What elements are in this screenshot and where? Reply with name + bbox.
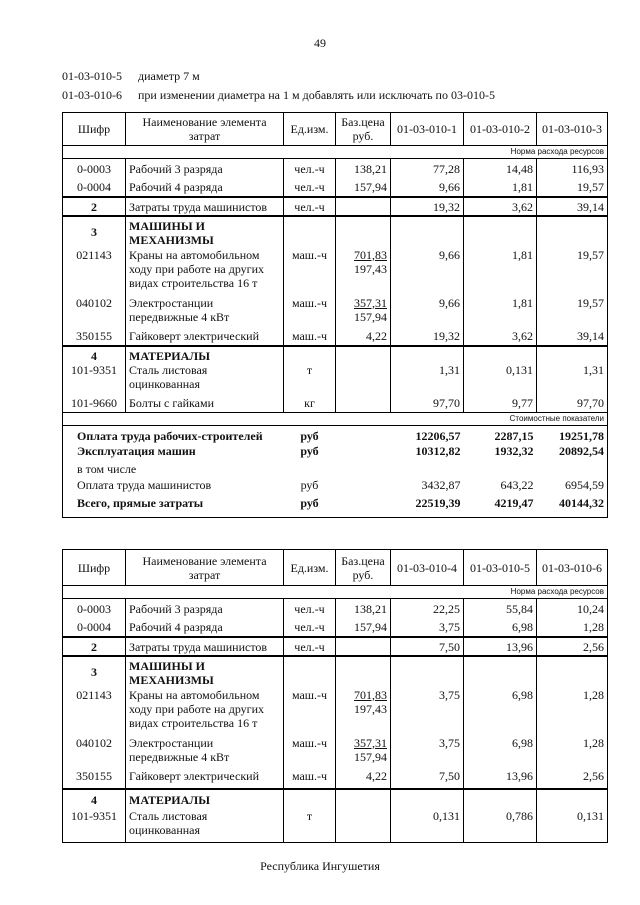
total-row bbox=[63, 496, 608, 518]
row-code: 101-9351 bbox=[63, 809, 126, 843]
price-value-2: 157,94 bbox=[354, 749, 387, 764]
row-unit: чел.-ч bbox=[284, 618, 336, 637]
row-value bbox=[537, 656, 608, 688]
row-value: 55,84 bbox=[464, 599, 537, 618]
row-unit: маш.-ч bbox=[284, 329, 336, 346]
row-value: 2,56 bbox=[537, 769, 608, 789]
price-value: 357,31 bbox=[354, 735, 387, 750]
table-header bbox=[63, 113, 608, 146]
row-value: 1,81 bbox=[464, 248, 537, 296]
row-value bbox=[391, 216, 464, 248]
table-row bbox=[63, 637, 608, 656]
row-price: 4,22 bbox=[336, 769, 391, 789]
table-row bbox=[63, 809, 608, 843]
row-value: 10,24 bbox=[537, 599, 608, 618]
row-unit: т bbox=[284, 809, 336, 843]
row-name: Рабочий 4 разряда bbox=[126, 618, 284, 637]
cost-label-row bbox=[63, 413, 608, 426]
row-value: 9,66 bbox=[391, 296, 464, 329]
row-value: 1,28 bbox=[537, 688, 608, 736]
row-value: 0,786 bbox=[464, 809, 537, 843]
total-value: 1932,32 bbox=[494, 443, 534, 458]
row-value: 2,56 bbox=[537, 637, 608, 656]
row-unit bbox=[284, 789, 336, 809]
row-name: Сталь листовая оцинкованная bbox=[126, 363, 284, 396]
row-unit: маш.-ч bbox=[284, 688, 336, 736]
total-empty bbox=[336, 496, 391, 518]
total-value: 2287,15 bbox=[494, 429, 534, 443]
header-col-1: 01-03-010-1 bbox=[391, 113, 464, 146]
total-unit: руб bbox=[300, 443, 319, 458]
row-value: 1,31 bbox=[391, 363, 464, 396]
row-price bbox=[336, 248, 391, 296]
row-value bbox=[391, 346, 464, 363]
total-empty bbox=[391, 462, 464, 478]
price-value: 701,83 bbox=[354, 247, 387, 262]
row-price bbox=[336, 809, 391, 843]
section-code: 4 bbox=[63, 789, 126, 809]
section-row bbox=[63, 656, 608, 688]
total-empty bbox=[284, 462, 336, 478]
row-price bbox=[336, 789, 391, 809]
table-row bbox=[63, 197, 608, 216]
row-name: Рабочий 3 разряда bbox=[126, 159, 284, 178]
table-row bbox=[63, 396, 608, 413]
row-value: 3,62 bbox=[464, 329, 537, 346]
row-unit: чел.-ч bbox=[284, 599, 336, 618]
total-unit: руб bbox=[300, 429, 319, 443]
page-number: 49 bbox=[314, 36, 326, 50]
row-value: 9,77 bbox=[464, 396, 537, 413]
table-row bbox=[63, 599, 608, 618]
row-price bbox=[336, 396, 391, 413]
intro-line-2 bbox=[62, 88, 495, 103]
row-value: 19,57 bbox=[537, 248, 608, 296]
row-price bbox=[336, 688, 391, 736]
row-value: 1,28 bbox=[537, 618, 608, 637]
total-row bbox=[63, 478, 608, 496]
total-empty bbox=[464, 462, 537, 478]
header-unit: Ед.изм. bbox=[284, 550, 336, 586]
row-value: 19,32 bbox=[391, 197, 464, 216]
norm-label-row bbox=[63, 146, 608, 159]
row-value bbox=[391, 789, 464, 809]
norm-label-row bbox=[63, 586, 608, 599]
row-unit: чел.-ч bbox=[284, 197, 336, 216]
row-code: 101-9351 bbox=[63, 363, 126, 396]
resource-table-2 bbox=[62, 549, 608, 843]
row-value bbox=[464, 346, 537, 363]
row-name: Краны на автомобильном ходу при работе на других видах строительства 16 т bbox=[126, 248, 284, 296]
header-price: Баз.цена руб. bbox=[336, 113, 391, 146]
total-value: 20892,54 bbox=[537, 444, 608, 462]
section-name: МАШИНЫ И МЕХАНИЗМЫ bbox=[126, 216, 284, 248]
total-name: в том числе bbox=[63, 462, 284, 478]
row-code: 350155 bbox=[63, 769, 126, 789]
section-code: 3 bbox=[63, 216, 126, 248]
row-name: Гайковерт электрический bbox=[126, 329, 284, 346]
intro-code: 01-03-010-6 bbox=[62, 88, 122, 102]
row-value: 7,50 bbox=[391, 637, 464, 656]
table-row bbox=[63, 159, 608, 178]
norm-label: Норма расхода ресурсов bbox=[63, 586, 608, 599]
row-price bbox=[336, 637, 391, 656]
total-value: 12206,57 bbox=[415, 429, 461, 443]
header-col-2: 01-03-010-5 bbox=[464, 550, 537, 586]
row-price bbox=[336, 736, 391, 769]
row-value: 9,66 bbox=[391, 178, 464, 197]
section-row bbox=[63, 216, 608, 248]
total-empty bbox=[537, 462, 608, 478]
row-value bbox=[464, 789, 537, 809]
resource-table-1 bbox=[62, 112, 608, 518]
header-name: Наименование элемента затрат bbox=[126, 113, 284, 146]
row-price: 138,21 bbox=[336, 159, 391, 178]
total-empty bbox=[336, 478, 391, 496]
row-value: 0,131 bbox=[464, 363, 537, 396]
total-unit: руб bbox=[284, 496, 336, 518]
header-code: Шифр bbox=[63, 550, 126, 586]
total-row bbox=[63, 462, 608, 478]
header-code: Шифр bbox=[63, 113, 126, 146]
row-unit bbox=[284, 656, 336, 688]
row-name: Рабочий 4 разряда bbox=[126, 178, 284, 197]
total-unit: руб bbox=[300, 477, 319, 492]
row-name: Гайковерт электрический bbox=[126, 769, 284, 789]
row-value: 13,96 bbox=[464, 637, 537, 656]
price-value: 701,83 bbox=[354, 687, 387, 702]
row-name: Электростанции передвижные 4 кВт bbox=[126, 296, 284, 329]
total-name: Оплата труда машинистов bbox=[63, 478, 284, 496]
row-value bbox=[464, 216, 537, 248]
row-code: 0-0004 bbox=[63, 618, 126, 637]
row-value: 22,25 bbox=[391, 599, 464, 618]
row-unit: чел.-ч bbox=[284, 637, 336, 656]
table-row bbox=[63, 178, 608, 197]
intro-code: 01-03-010-5 bbox=[62, 69, 122, 83]
total-name: Оплата труда рабочих-строителей bbox=[63, 426, 284, 444]
row-name: Болты с гайками bbox=[126, 396, 284, 413]
row-value: 1,81 bbox=[464, 296, 537, 329]
total-empty bbox=[336, 444, 391, 462]
row-unit bbox=[284, 346, 336, 363]
row-price bbox=[336, 346, 391, 363]
header-unit: Ед.изм. bbox=[284, 113, 336, 146]
row-code: 350155 bbox=[63, 329, 126, 346]
row-value: 1,31 bbox=[537, 363, 608, 396]
header-col-1: 01-03-010-4 bbox=[391, 550, 464, 586]
row-name: Рабочий 3 разряда bbox=[126, 599, 284, 618]
total-row bbox=[63, 444, 608, 462]
row-name: Затраты труда машинистов bbox=[126, 197, 284, 216]
cost-label: Стоимостные показатели bbox=[63, 413, 608, 426]
row-code: 021143 bbox=[63, 688, 126, 736]
total-value: 22519,39 bbox=[391, 496, 464, 518]
row-value: 3,75 bbox=[391, 688, 464, 736]
row-code: 0-0003 bbox=[63, 159, 126, 178]
row-name: Затраты труда машинистов bbox=[126, 637, 284, 656]
row-value: 3,75 bbox=[391, 736, 464, 769]
header-price: Баз.цена руб. bbox=[336, 550, 391, 586]
row-value: 13,96 bbox=[464, 769, 537, 789]
page-footer: Республика Ингушетия bbox=[260, 859, 380, 873]
row-unit: маш.-ч bbox=[284, 769, 336, 789]
price-value-2: 197,43 bbox=[354, 701, 387, 716]
row-value: 6,98 bbox=[464, 736, 537, 769]
row-value: 19,57 bbox=[537, 178, 608, 197]
row-value: 39,14 bbox=[537, 329, 608, 346]
total-value: 4219,47 bbox=[464, 496, 537, 518]
row-price bbox=[336, 197, 391, 216]
row-code: 0-0003 bbox=[63, 599, 126, 618]
row-value: 97,70 bbox=[391, 396, 464, 413]
row-code: 040102 bbox=[63, 736, 126, 769]
row-price: 138,21 bbox=[336, 599, 391, 618]
table-row bbox=[63, 769, 608, 789]
row-code: 2 bbox=[63, 197, 126, 216]
row-value: 6,98 bbox=[464, 618, 537, 637]
row-price bbox=[336, 656, 391, 688]
row-value: 14,48 bbox=[464, 159, 537, 178]
row-unit: чел.-ч bbox=[284, 178, 336, 197]
row-price bbox=[336, 296, 391, 329]
total-name: Эксплуатация машин bbox=[63, 444, 284, 462]
row-value bbox=[537, 346, 608, 363]
section-code: 4 bbox=[63, 346, 126, 363]
row-price: 157,94 bbox=[336, 178, 391, 197]
row-value: 0,131 bbox=[391, 809, 464, 843]
row-value: 97,70 bbox=[537, 396, 608, 413]
row-value: 39,14 bbox=[537, 197, 608, 216]
row-value: 77,28 bbox=[391, 159, 464, 178]
row-name: Электростанции передвижные 4 кВт bbox=[126, 736, 284, 769]
section-name: МАТЕРИАЛЫ bbox=[126, 789, 284, 809]
section-code: 3 bbox=[63, 656, 126, 688]
intro-line-1 bbox=[62, 69, 200, 84]
row-unit: кг bbox=[284, 396, 336, 413]
row-name: Краны на автомобильном ходу при работе на других видах строительства 16 т bbox=[126, 688, 284, 736]
row-name: Сталь листовая оцинкованная bbox=[126, 809, 284, 843]
table-header bbox=[63, 550, 608, 586]
section-row bbox=[63, 789, 608, 809]
row-value: 19,32 bbox=[391, 329, 464, 346]
row-value: 116,93 bbox=[537, 159, 608, 178]
row-code: 040102 bbox=[63, 296, 126, 329]
total-name: Всего, прямые затраты bbox=[63, 496, 284, 518]
row-value: 0,131 bbox=[537, 809, 608, 843]
row-value: 3,75 bbox=[391, 618, 464, 637]
row-value: 7,50 bbox=[391, 769, 464, 789]
price-value-2: 157,94 bbox=[354, 309, 387, 324]
section-row bbox=[63, 346, 608, 363]
row-unit: чел.-ч bbox=[284, 159, 336, 178]
row-value: 1,81 bbox=[464, 178, 537, 197]
total-value: 10312,82 bbox=[415, 443, 461, 458]
row-code: 0-0004 bbox=[63, 178, 126, 197]
table-row bbox=[63, 296, 608, 329]
section-name: МАТЕРИАЛЫ bbox=[126, 346, 284, 363]
intro-text: диаметр 7 м bbox=[138, 69, 200, 83]
row-unit: т bbox=[284, 363, 336, 396]
price-value-2: 197,43 bbox=[354, 261, 387, 276]
table-row bbox=[63, 618, 608, 637]
header-col-3: 01-03-010-6 bbox=[537, 550, 608, 586]
row-value: 9,66 bbox=[391, 248, 464, 296]
row-unit: маш.-ч bbox=[284, 736, 336, 769]
total-value: 643,22 bbox=[500, 477, 534, 492]
table-row bbox=[63, 329, 608, 346]
total-value: 19251,78 bbox=[537, 426, 608, 444]
row-code: 101-9660 bbox=[63, 396, 126, 413]
total-empty bbox=[336, 462, 391, 478]
row-value: 6,98 bbox=[464, 688, 537, 736]
row-unit bbox=[284, 216, 336, 248]
row-unit: маш.-ч bbox=[284, 248, 336, 296]
header-col-2: 01-03-010-2 bbox=[464, 113, 537, 146]
row-value bbox=[391, 656, 464, 688]
row-price: 157,94 bbox=[336, 618, 391, 637]
total-value: 40144,32 bbox=[537, 496, 608, 518]
row-value: 3,62 bbox=[464, 197, 537, 216]
norm-label: Норма расхода ресурсов bbox=[63, 146, 608, 159]
row-price: 4,22 bbox=[336, 329, 391, 346]
total-value: 6954,59 bbox=[537, 478, 608, 496]
header-name: Наименование элемента затрат bbox=[126, 550, 284, 586]
row-code: 021143 bbox=[63, 248, 126, 296]
row-value bbox=[537, 789, 608, 809]
table-row bbox=[63, 248, 608, 296]
table-row bbox=[63, 688, 608, 736]
row-value: 1,28 bbox=[537, 736, 608, 769]
table-row bbox=[63, 736, 608, 769]
total-empty bbox=[336, 426, 391, 444]
row-value bbox=[537, 216, 608, 248]
total-row bbox=[63, 426, 608, 444]
total-value: 3432,87 bbox=[421, 477, 461, 492]
row-value: 19,57 bbox=[537, 296, 608, 329]
row-unit: маш.-ч bbox=[284, 296, 336, 329]
row-code: 2 bbox=[63, 637, 126, 656]
section-name: МАШИНЫ И МЕХАНИЗМЫ bbox=[126, 656, 284, 688]
intro-text: при изменении диаметра на 1 м добавлять или исключать по 03-010-5 bbox=[138, 88, 495, 102]
table-row bbox=[63, 363, 608, 396]
header-col-3: 01-03-010-3 bbox=[537, 113, 608, 146]
row-price bbox=[336, 216, 391, 248]
price-value: 357,31 bbox=[354, 295, 387, 310]
row-price bbox=[336, 363, 391, 396]
row-value bbox=[464, 656, 537, 688]
